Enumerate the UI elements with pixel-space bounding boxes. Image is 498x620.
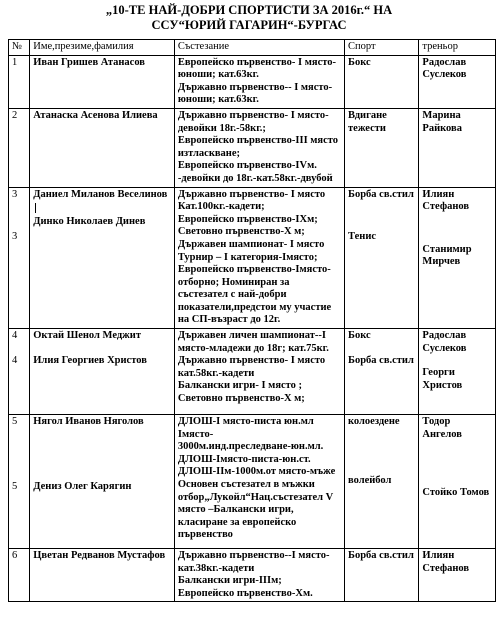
coach-second: Георги Христов [422,367,463,391]
header-coach: треньор [419,40,496,56]
coach-second: Стойко Томов [422,487,490,499]
athlete-name-cell [30,55,175,108]
row-number-second: 5 [12,480,18,492]
row-number-second: 4 [12,354,18,366]
sport: колоездене [348,416,400,428]
row-number: 1 [12,56,18,68]
document-title-line-1: „10-ТЕ НАЙ-ДОБРИ СПОРТИСТИ ЗА 2016г.“ НА [105,3,393,17]
row-number: 4 [12,330,18,342]
coach-cell [419,187,496,329]
document-title-line-2: ССУ“ЮРИЙ ГАГАРИН“-БУРГАС [151,18,347,32]
sport-cell [345,549,419,602]
table-row [9,55,496,108]
athlete-name-cell [30,549,175,602]
table-row [9,329,496,415]
athlete-name-cell [30,415,175,549]
text-cursor [35,203,36,213]
table-row [9,549,496,602]
row-number: 6 [12,550,18,562]
achievements: Европейско първенство- I място-юноши; кат.63кг. Държавно първенство-- I място-юноши; кат.63кг. [177,56,336,106]
achievements: Държавно първенство--I място-кат.38кг.-кадети Балкански игри-IIIм; Европейско първенство-Хм. [177,550,330,599]
athlete-name: Атанаска Асенова Илиева [33,109,158,121]
achievements-second: Държавен шампионат- I място Турнир – I категория-Iмясто; Европейско първенство-Iмясто-отборно; Номиниран за състезател с най-добри показатели,предстои му участие на СП-възраст до 12г. [177,238,332,326]
sport: Борба св.стил [348,550,414,562]
row-number-cell [9,329,30,415]
athlete-name-second: Динко Николаев Динев [33,216,146,228]
achievements: Държавно първенство- I място-девойки 18г.-58кг.; Европейско първенство-III място изтласкване; Европейско първенство-IVм. -девойки до 18г.-кат.58кг.-двубой [177,109,339,184]
sport-second: волейбол [348,474,392,486]
coach-cell [419,329,496,415]
row-number-cell [9,549,30,602]
sport-cell [345,415,419,549]
sport-second: Борба св.стил [348,354,414,366]
athlete-name: Иван Гришев Атанасов [33,56,145,68]
coach-second: Станимир Мирчев [422,243,472,268]
header-sport: Спорт [345,40,419,56]
achievements-cell [174,549,344,602]
entry-gap [422,441,492,487]
sport-cell [345,108,419,187]
header-name: Име,презиме,фамилия [30,40,175,56]
entry-gap [33,429,171,481]
athlete-name-cell [30,108,175,187]
achievements-cell [174,108,344,187]
entry-gap [348,343,415,355]
coach: Илиян Стефанов [422,188,470,213]
sport-cell [345,187,419,329]
achievements-cell [174,187,344,329]
coach-cell [419,549,496,602]
row-number-cell [9,187,30,329]
athlete-name: Нягол Иванов Няголов [33,416,144,428]
entry-gap [33,343,171,355]
coach: Тодор Ангелов [422,416,462,440]
sport: Борба св.стил [348,188,414,200]
athlete-name: Даниел Миланов Веселинов [33,188,168,200]
achievements-second: Основен състезател в мъжки отбор„Лукойл“Нац.състезател V място –Балкански игри, класиране за европейско първенство [177,479,334,541]
achievements: Държавно първенство- I място Кат.100кг.-кадети; Европейско първенство-IXм; Световно първенство-Х м; [177,188,326,238]
coach-cell [419,415,496,549]
table-row [9,187,496,329]
athletes-table [8,39,496,602]
header-achievements: Състезание [174,40,344,56]
sport-cell [345,55,419,108]
achievements-second: Държавно първенство- I място кат.58кг.-кадети Балкански игри- I място ; Световно първенство-Х м; [177,355,326,405]
row-number-cell [9,55,30,108]
athlete-name-cell [30,329,175,415]
coach-cell [419,108,496,187]
header-number: № [9,40,30,56]
sport: Бокс [348,56,371,68]
sport-second: Тенис [348,231,377,243]
athlete-name: Октай Шенол Меджит [33,330,141,342]
achievements-cell [174,55,344,108]
entry-gap [348,201,415,231]
row-number-cell [9,415,30,549]
table-row [9,108,496,187]
row-number: 5 [12,416,18,428]
entry-gap [422,355,492,367]
entry-gap [12,343,26,355]
row-number: 2 [12,109,18,121]
sport-cell [345,329,419,415]
achievements: Държавен личен шампионат--I място-младежи до 18г; кат.75кг. [177,330,329,354]
table-header-row [9,40,496,56]
entry-gap [422,214,492,244]
table-body [9,55,496,602]
athlete-name-cell [30,187,175,329]
sport: Вдигане тежести [348,109,387,134]
entry-gap [12,201,26,231]
athlete-name-second: Дениз Олег Карягин [33,480,132,492]
table-row [9,415,496,549]
achievements-cell [174,329,344,415]
row-number: 3 [12,188,18,200]
row-number-cell [9,108,30,187]
achievements-cell [174,415,344,549]
coach: Радослав Суслеков [422,56,467,81]
coach: Илиян Стефанов [422,550,470,574]
entry-gap [12,429,26,481]
athlete-name-second: Илия Георгиев Христов [33,354,147,366]
coach: Марина Райкова [422,109,462,134]
entry-gap [348,429,415,475]
sport: Бокс [348,330,371,342]
achievements: ДЛОШ-I място-писта юн.мл Iмясто- 3000м.инд.преследване-юн.мл. ДЛОШ-Iмясто-писта-юн.ст. ДЛОШ-IIм-1000м.от място-мъже [177,416,336,478]
coach-cell [419,55,496,108]
row-number-second: 3 [12,231,18,243]
athlete-name: Цветан Редванов Мустафов [33,550,166,562]
coach: Радослав Суслеков [422,330,467,354]
